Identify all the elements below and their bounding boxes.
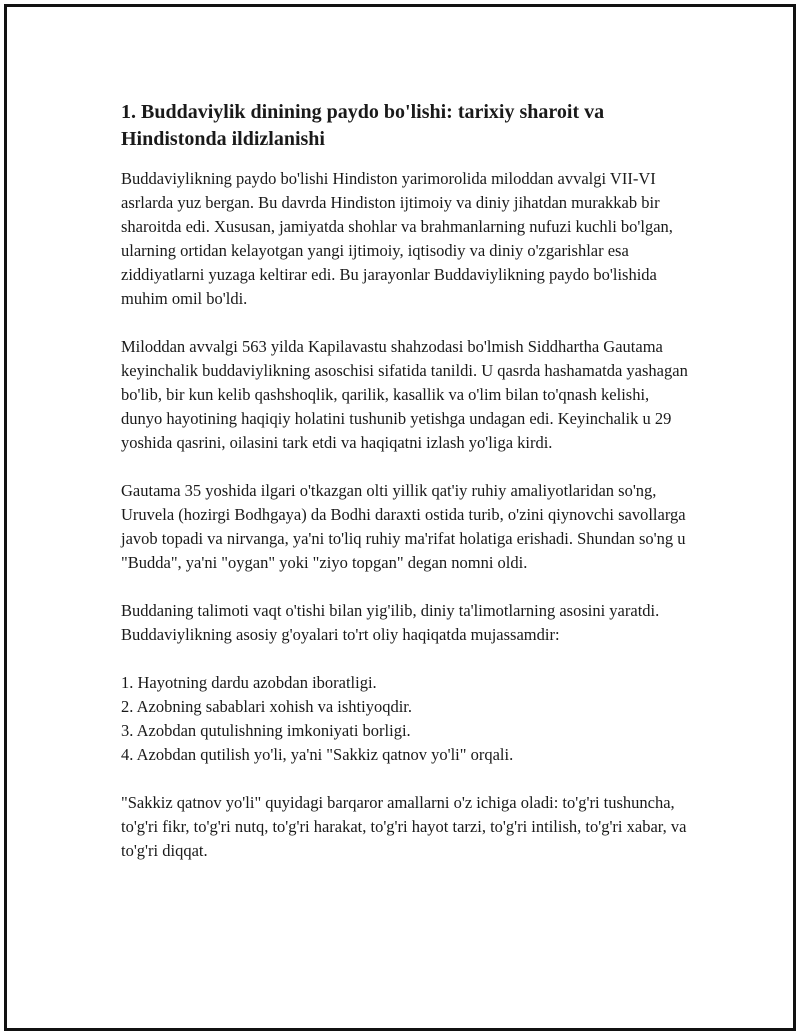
page-frame [4, 4, 796, 1031]
list-item: 1. Hayotning dardu azobdan iboratligi. [121, 673, 377, 692]
paragraph-eightfold-path: "Sakkiz qatnov yo'li" quyidagi barqaror amallarni o'z ichiga oladi: to'g'ri tushuncha, to'g'ri fikr, to'g'ri nutq, to'g'ri harakat, to'g'ri hayot tarzi, to'g'ri intilish, to'g'ri xabar, va to'g'ri diqqat. [121, 793, 687, 860]
four-noble-truths-list [121, 671, 691, 767]
paragraph-teachings: Buddaning talimoti vaqt o'tishi bilan yig'ilib, diniy ta'limotlarning asosini yaratdi. Buddaviylikning asosiy g'oyalari to'rt oliy haqiqatda mujassamdir: [121, 601, 660, 644]
paragraph-origins: Buddaviylikning paydo bo'lishi Hindiston yarimorolida miloddan avvalgi VII-VI asrlarda yuz bergan. Bu davrda Hindiston ijtimoiy va diniy jihatdan murakkab bir sharoitda edi. Xususan, jamiyatda shohlar va brahmanlarning nufuzi kuchli bo'lgan, ularning ortidan kelayotgan yangi ijtimoiy, iqtisodiy va diniy o'zgarishlar esa ziddiyatlarni yuzaga keltirar edi. Bu jarayonlar Buddaviylikning paydo bo'lishida muhim omil bo'ldi. [121, 169, 673, 308]
paragraph-siddhartha: Miloddan avvalgi 563 yilda Kapilavastu shahzodasi bo'lmish Siddhartha Gautama keyinchalik buddaviylikning asoschisi sifatida tanildi. U qasrda hashamatda yashagan bo'lib, bir kun kelib qashshoqlik, qarilik, kasallik va o'lim bilan to'qnash kelishi, dunyo hayotining haqiqiy holatini tushunib yetishga undagan edi. Keyinchalik u 29 yoshida qasrini, oilasini tark etdi va haqiqatni izlash yo'liga kirdi. [121, 337, 688, 452]
section-title: 1. Buddaviylik dinining paydo bo'lishi: tarixiy sharoit va Hindistonda ildizlanishi [121, 101, 605, 150]
list-item: 3. Azobdan qutulishning imkoniyati borligi. [121, 721, 411, 740]
list-item: 4. Azobdan qutilish yo'li, ya'ni "Sakkiz qatnov yo'li" orqali. [121, 745, 514, 764]
paragraph-enlightenment: Gautama 35 yoshida ilgari o'tkazgan olti yillik qat'iy ruhiy amaliyotlaridan so'ng, Uruvela (hozirgi Bodhgaya) da Bodhi daraxti ostida turib, o'zini qiynovchi savollarga javob topadi va nirvanga, ya'ni to'liq ruhiy ma'rifat holatiga erishadi. Shundan so'ng u "Budda", ya'ni "oygan" yoki "ziyo topgan" degan nomni oldi. [121, 481, 686, 572]
document-body [121, 99, 691, 887]
list-item: 2. Azobning sabablari xohish va ishtiyoqdir. [121, 697, 413, 716]
